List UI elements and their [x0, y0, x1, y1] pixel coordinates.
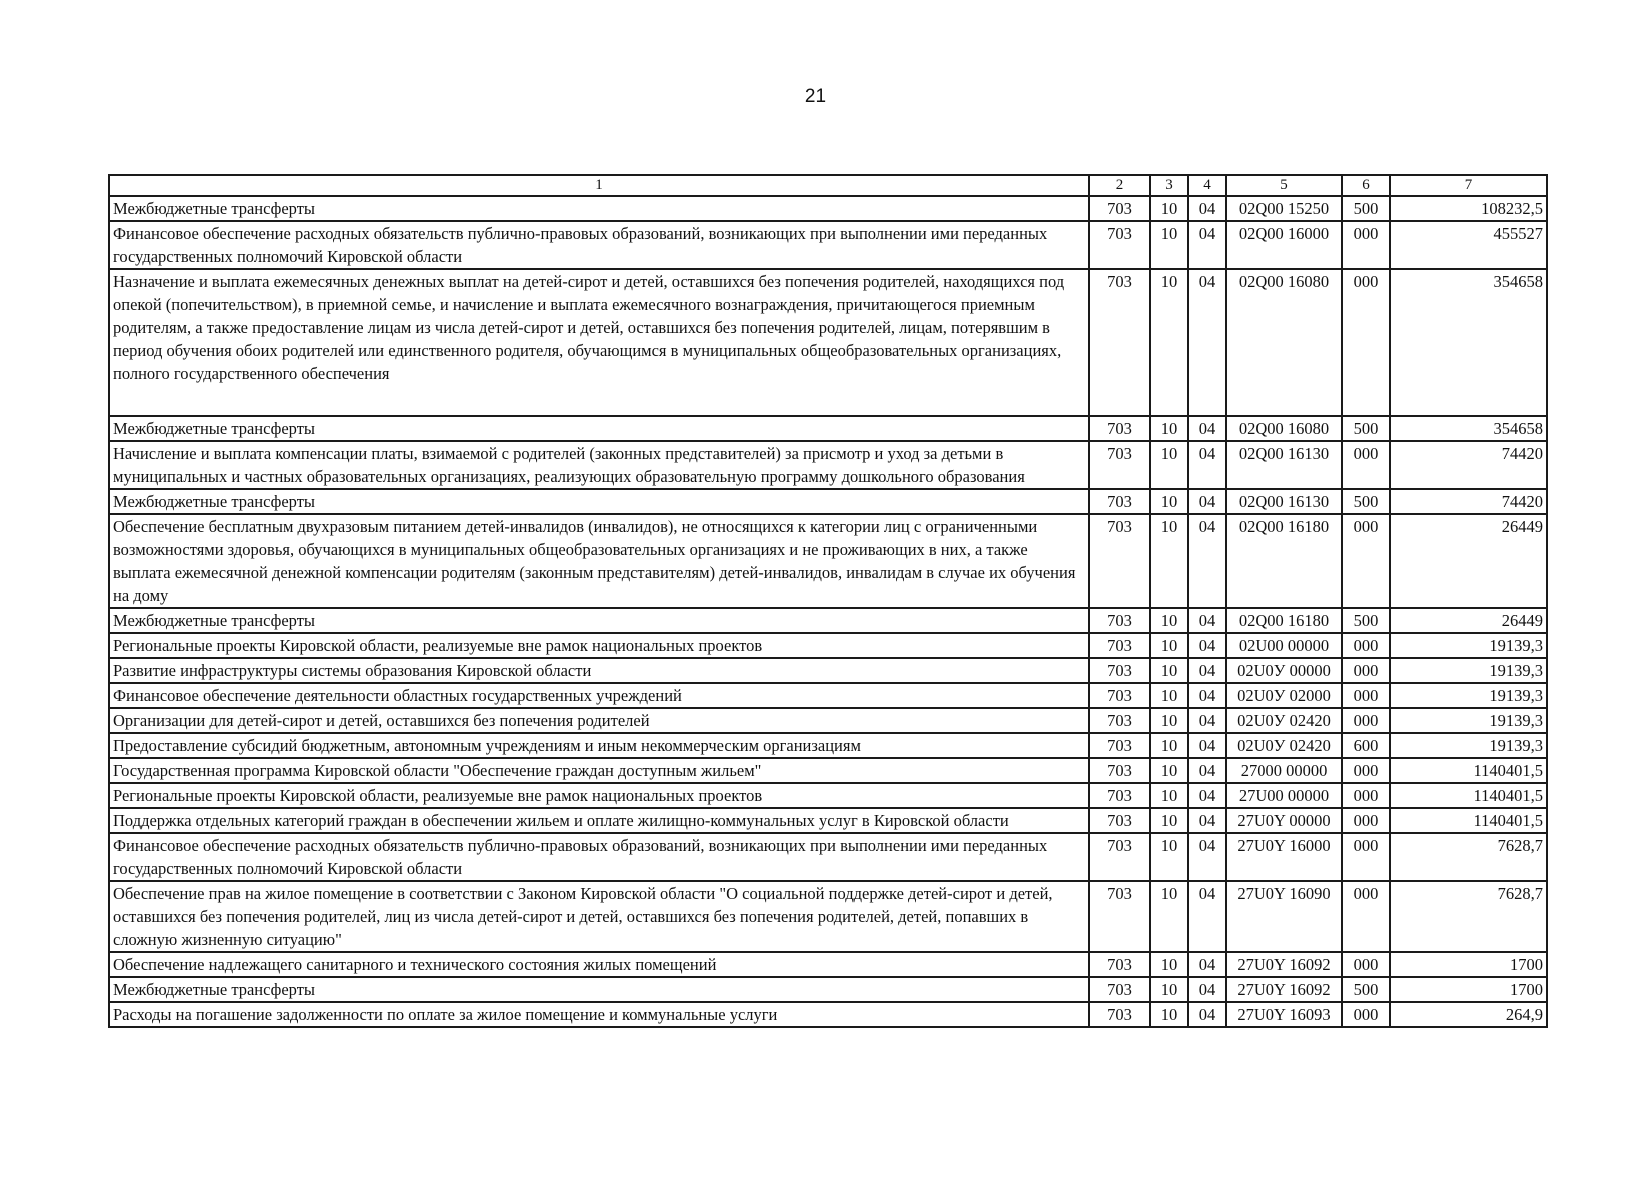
expense-type-cell: 000 — [1342, 269, 1390, 416]
expense-name-cell: Расходы на погашение задолженности по оплате за жилое помещение и коммунальные услуги — [109, 1002, 1089, 1027]
subsection-code-cell: 04 — [1188, 758, 1226, 783]
table-body — [109, 196, 1547, 1027]
section-code-cell: 10 — [1150, 808, 1188, 833]
amount-cell: 26449 — [1390, 514, 1547, 608]
target-article-cell: 27U0Y 16092 — [1226, 952, 1342, 977]
amount-cell: 354658 — [1390, 269, 1547, 416]
expense-name-cell: Предоставление субсидий бюджетным, автономным учреждениям и иным некоммерческим организациям — [109, 733, 1089, 758]
amount-cell: 19139,3 — [1390, 708, 1547, 733]
target-article-cell: 02Q00 16130 — [1226, 489, 1342, 514]
subsection-code-cell: 04 — [1188, 708, 1226, 733]
expense-type-cell: 500 — [1342, 416, 1390, 441]
subsection-code-cell: 04 — [1188, 808, 1226, 833]
table-row — [109, 783, 1547, 808]
expense-name-cell: Обеспечение прав на жилое помещение в соответствии с Законом Кировской области "О социальной поддержке детей-сирот и детей, оставшихся без попечения родителей, лиц из числа детей-сирот и детей, оставшихся без попечения родителей, детей, попавших в сложную жизненную ситуацию" — [109, 881, 1089, 952]
target-article-cell: 02Q00 16180 — [1226, 608, 1342, 633]
subsection-code-cell: 04 — [1188, 658, 1226, 683]
table-row — [109, 758, 1547, 783]
expense-name-cell: Организации для детей-сирот и детей, оставшихся без попечения родителей — [109, 708, 1089, 733]
amount-cell: 74420 — [1390, 489, 1547, 514]
target-article-cell: 02U0У 02000 — [1226, 683, 1342, 708]
table-row — [109, 221, 1547, 269]
ministry-code-cell: 703 — [1089, 708, 1150, 733]
amount-cell: 7628,7 — [1390, 881, 1547, 952]
table-row — [109, 952, 1547, 977]
ministry-code-cell: 703 — [1089, 416, 1150, 441]
expense-type-cell: 000 — [1342, 658, 1390, 683]
target-article-cell: 02U0У 02420 — [1226, 708, 1342, 733]
section-code-cell: 10 — [1150, 221, 1188, 269]
amount-cell: 74420 — [1390, 441, 1547, 489]
target-article-cell: 27U0Y 16090 — [1226, 881, 1342, 952]
amount-cell: 1140401,5 — [1390, 758, 1547, 783]
subsection-code-cell: 04 — [1188, 783, 1226, 808]
column-header: 5 — [1226, 175, 1342, 196]
target-article-cell: 02Q00 16180 — [1226, 514, 1342, 608]
target-article-cell: 02U00 00000 — [1226, 633, 1342, 658]
amount-cell: 7628,7 — [1390, 833, 1547, 881]
column-header: 6 — [1342, 175, 1390, 196]
expense-name-cell: Поддержка отдельных категорий граждан в обеспечении жильем и оплате жилищно-коммунальных услуг в Кировской области — [109, 808, 1089, 833]
amount-cell: 1700 — [1390, 952, 1547, 977]
column-header: 1 — [109, 175, 1089, 196]
expense-name-cell: Региональные проекты Кировской области, реализуемые вне рамок национальных проектов — [109, 783, 1089, 808]
table-row — [109, 514, 1547, 608]
target-article-cell: 02U0У 02420 — [1226, 733, 1342, 758]
table-row — [109, 833, 1547, 881]
subsection-code-cell: 04 — [1188, 608, 1226, 633]
section-code-cell: 10 — [1150, 733, 1188, 758]
section-code-cell: 10 — [1150, 269, 1188, 416]
ministry-code-cell: 703 — [1089, 221, 1150, 269]
ministry-code-cell: 703 — [1089, 683, 1150, 708]
amount-cell: 19139,3 — [1390, 683, 1547, 708]
section-code-cell: 10 — [1150, 758, 1188, 783]
expense-type-cell: 000 — [1342, 441, 1390, 489]
target-article-cell: 27U0Y 16000 — [1226, 833, 1342, 881]
expense-name-cell: Финансовое обеспечение расходных обязательств публично-правовых образований, возникающих при выполнении ими переданных государственных полномочий Кировской области — [109, 833, 1089, 881]
expense-name-cell: Обеспечение надлежащего санитарного и технического состояния жилых помещений — [109, 952, 1089, 977]
table-row — [109, 1002, 1547, 1027]
amount-cell: 1140401,5 — [1390, 808, 1547, 833]
amount-cell: 19139,3 — [1390, 633, 1547, 658]
ministry-code-cell: 703 — [1089, 977, 1150, 1002]
table-row — [109, 708, 1547, 733]
expense-type-cell: 000 — [1342, 514, 1390, 608]
amount-cell: 455527 — [1390, 221, 1547, 269]
section-code-cell: 10 — [1150, 1002, 1188, 1027]
section-code-cell: 10 — [1150, 783, 1188, 808]
subsection-code-cell: 04 — [1188, 221, 1226, 269]
table-row — [109, 416, 1547, 441]
subsection-code-cell: 04 — [1188, 977, 1226, 1002]
subsection-code-cell: 04 — [1188, 952, 1226, 977]
section-code-cell: 10 — [1150, 881, 1188, 952]
expense-type-cell: 000 — [1342, 221, 1390, 269]
subsection-code-cell: 04 — [1188, 633, 1226, 658]
section-code-cell: 10 — [1150, 489, 1188, 514]
expense-type-cell: 000 — [1342, 808, 1390, 833]
expense-type-cell: 000 — [1342, 683, 1390, 708]
ministry-code-cell: 703 — [1089, 658, 1150, 683]
section-code-cell: 10 — [1150, 633, 1188, 658]
table-row — [109, 683, 1547, 708]
target-article-cell: 02Q00 15250 — [1226, 196, 1342, 221]
subsection-code-cell: 04 — [1188, 416, 1226, 441]
column-header: 4 — [1188, 175, 1226, 196]
ministry-code-cell: 703 — [1089, 608, 1150, 633]
ministry-code-cell: 703 — [1089, 489, 1150, 514]
expense-type-cell: 500 — [1342, 489, 1390, 514]
subsection-code-cell: 04 — [1188, 1002, 1226, 1027]
expense-name-cell: Финансовое обеспечение расходных обязательств публично-правовых образований, возникающих при выполнении ими переданных государственных полномочий Кировской области — [109, 221, 1089, 269]
section-code-cell: 10 — [1150, 441, 1188, 489]
subsection-code-cell: 04 — [1188, 441, 1226, 489]
section-code-cell: 10 — [1150, 658, 1188, 683]
expense-type-cell: 000 — [1342, 633, 1390, 658]
expense-name-cell: Начисление и выплата компенсации платы, взимаемой с родителей (законных представителей) за присмотр и уход за детьми в муниципальных и частных образовательных организациях, реализующих образовательную программу дошкольного образования — [109, 441, 1089, 489]
target-article-cell: 27000 00000 — [1226, 758, 1342, 783]
section-code-cell: 10 — [1150, 833, 1188, 881]
subsection-code-cell: 04 — [1188, 833, 1226, 881]
expense-type-cell: 500 — [1342, 608, 1390, 633]
expense-name-cell: Назначение и выплата ежемесячных денежных выплат на детей-сирот и детей, оставшихся без попечения родителей, находящихся под опекой (попечительством), в приемной семье, и начисление и выплата ежемесячного вознаграждения, причитающегося приемным родителям, а также предоставление лицам из числа детей-сирот и детей, оставшихся без попечения родителей, лицам, потерявшим в период обучения обоих родителей или единственного родителя, обучающимся в муниципальных общеобразовательных организациях, полного государственного обеспечения — [109, 269, 1089, 416]
expense-name-cell: Обеспечение бесплатным двухразовым питанием детей-инвалидов (инвалидов), не относящихся к категории лиц с ограниченными возможностями здоровья, обучающихся в муниципальных общеобразовательных организациях и не проживающих в них, а также выплата ежемесячной денежной компенсации родителям (законным представителям) детей-инвалидов, инвалидам в случае их обучения на дому — [109, 514, 1089, 608]
column-number-row — [109, 175, 1547, 196]
column-header: 3 — [1150, 175, 1188, 196]
ministry-code-cell: 703 — [1089, 269, 1150, 416]
target-article-cell: 02U0У 00000 — [1226, 658, 1342, 683]
table-row — [109, 196, 1547, 221]
column-header: 7 — [1390, 175, 1547, 196]
ministry-code-cell: 703 — [1089, 952, 1150, 977]
table-row — [109, 808, 1547, 833]
table-row — [109, 441, 1547, 489]
ministry-code-cell: 703 — [1089, 783, 1150, 808]
expense-name-cell: Региональные проекты Кировской области, реализуемые вне рамок национальных проектов — [109, 633, 1089, 658]
expense-name-cell: Межбюджетные трансферты — [109, 416, 1089, 441]
ministry-code-cell: 703 — [1089, 633, 1150, 658]
subsection-code-cell: 04 — [1188, 881, 1226, 952]
amount-cell: 264,9 — [1390, 1002, 1547, 1027]
table-row — [109, 608, 1547, 633]
table-row — [109, 269, 1547, 416]
expense-name-cell: Межбюджетные трансферты — [109, 489, 1089, 514]
ministry-code-cell: 703 — [1089, 733, 1150, 758]
subsection-code-cell: 04 — [1188, 733, 1226, 758]
expense-type-cell: 500 — [1342, 977, 1390, 1002]
target-article-cell: 02Q00 16000 — [1226, 221, 1342, 269]
ministry-code-cell: 703 — [1089, 1002, 1150, 1027]
ministry-code-cell: 703 — [1089, 833, 1150, 881]
ministry-code-cell: 703 — [1089, 196, 1150, 221]
target-article-cell: 02Q00 16080 — [1226, 416, 1342, 441]
table-row — [109, 489, 1547, 514]
section-code-cell: 10 — [1150, 608, 1188, 633]
expense-type-cell: 000 — [1342, 783, 1390, 808]
expense-name-cell: Межбюджетные трансферты — [109, 977, 1089, 1002]
budget-table — [108, 174, 1548, 1028]
section-code-cell: 10 — [1150, 416, 1188, 441]
section-code-cell: 10 — [1150, 514, 1188, 608]
target-article-cell: 27U0Y 16093 — [1226, 1002, 1342, 1027]
subsection-code-cell: 04 — [1188, 269, 1226, 416]
target-article-cell: 27U00 00000 — [1226, 783, 1342, 808]
section-code-cell: 10 — [1150, 977, 1188, 1002]
amount-cell: 19139,3 — [1390, 733, 1547, 758]
column-header: 2 — [1089, 175, 1150, 196]
table-row — [109, 733, 1547, 758]
subsection-code-cell: 04 — [1188, 514, 1226, 608]
table-row — [109, 633, 1547, 658]
section-code-cell: 10 — [1150, 683, 1188, 708]
amount-cell: 108232,5 — [1390, 196, 1547, 221]
ministry-code-cell: 703 — [1089, 881, 1150, 952]
expense-name-cell: Развитие инфраструктуры системы образования Кировской области — [109, 658, 1089, 683]
section-code-cell: 10 — [1150, 196, 1188, 221]
ministry-code-cell: 703 — [1089, 808, 1150, 833]
subsection-code-cell: 04 — [1188, 196, 1226, 221]
target-article-cell: 27U0Y 16092 — [1226, 977, 1342, 1002]
target-article-cell: 02Q00 16080 — [1226, 269, 1342, 416]
expense-type-cell: 000 — [1342, 1002, 1390, 1027]
section-code-cell: 10 — [1150, 952, 1188, 977]
expense-type-cell: 000 — [1342, 758, 1390, 783]
amount-cell: 1140401,5 — [1390, 783, 1547, 808]
ministry-code-cell: 703 — [1089, 758, 1150, 783]
expense-type-cell: 000 — [1342, 952, 1390, 977]
expense-name-cell: Межбюджетные трансферты — [109, 608, 1089, 633]
expense-type-cell: 600 — [1342, 733, 1390, 758]
expense-type-cell: 000 — [1342, 881, 1390, 952]
expense-name-cell: Межбюджетные трансферты — [109, 196, 1089, 221]
table-row — [109, 658, 1547, 683]
page-number: 21 — [804, 86, 827, 107]
amount-cell: 19139,3 — [1390, 658, 1547, 683]
target-article-cell: 27U0Y 00000 — [1226, 808, 1342, 833]
expense-name-cell: Государственная программа Кировской области "Обеспечение граждан доступным жильем" — [109, 758, 1089, 783]
table-row — [109, 977, 1547, 1002]
amount-cell: 354658 — [1390, 416, 1547, 441]
amount-cell: 1700 — [1390, 977, 1547, 1002]
subsection-code-cell: 04 — [1188, 683, 1226, 708]
expense-type-cell: 000 — [1342, 708, 1390, 733]
table-row — [109, 881, 1547, 952]
target-article-cell: 02Q00 16130 — [1226, 441, 1342, 489]
amount-cell: 26449 — [1390, 608, 1547, 633]
subsection-code-cell: 04 — [1188, 489, 1226, 514]
expense-type-cell: 000 — [1342, 833, 1390, 881]
ministry-code-cell: 703 — [1089, 514, 1150, 608]
section-code-cell: 10 — [1150, 708, 1188, 733]
expense-type-cell: 500 — [1342, 196, 1390, 221]
ministry-code-cell: 703 — [1089, 441, 1150, 489]
expense-name-cell: Финансовое обеспечение деятельности областных государственных учреждений — [109, 683, 1089, 708]
